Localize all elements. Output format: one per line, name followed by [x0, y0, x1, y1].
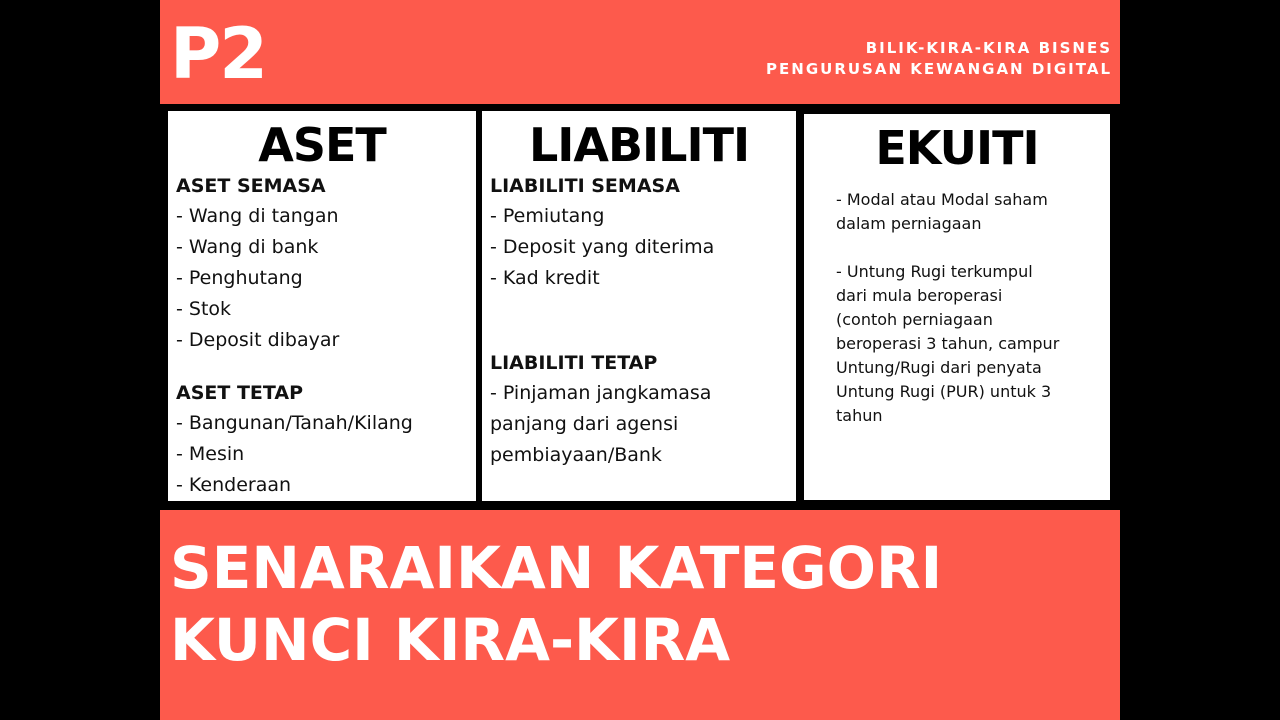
- list-item: - Bangunan/Tanah/Kilang: [176, 412, 413, 434]
- liabiliti-semasa-heading: LIABILITI SEMASA: [490, 175, 680, 197]
- liabiliti-title: LIABILITI: [528, 118, 750, 172]
- ekuiti-card: [804, 114, 1110, 500]
- ekuiti-paragraph-1: - Modal atau Modal saham dalam perniagaan: [836, 190, 1048, 233]
- headline: [170, 532, 942, 676]
- subtitle: [766, 38, 1112, 80]
- list-item: - Pinjaman jangkamasa: [490, 382, 712, 404]
- liabiliti-content: [482, 175, 796, 471]
- aset-tetap-heading: ASET TETAP: [176, 382, 303, 404]
- module-code: P2: [170, 13, 267, 95]
- list-item: - Pemiutang: [490, 205, 605, 227]
- list-item: - Deposit dibayar: [176, 329, 340, 351]
- spacer: [176, 356, 476, 378]
- list-item: - Wang di bank: [176, 236, 319, 258]
- list-item: - Penghutang: [176, 267, 303, 289]
- list-item: pembiayaan/Bank: [490, 444, 662, 466]
- aset-content: [168, 175, 476, 501]
- headline-line-2: KUNCI KIRA-KIRA: [170, 606, 731, 674]
- list-item: - Stok: [176, 298, 232, 320]
- liabiliti-card: [482, 111, 796, 501]
- subtitle-line-2: PENGURUSAN KEWANGAN DIGITAL: [766, 60, 1112, 78]
- list-item: panjang dari agensi: [490, 413, 679, 435]
- top-banner: [160, 0, 1120, 104]
- list-item: - Kenderaan: [176, 474, 292, 496]
- list-item: - Wang di tangan: [176, 205, 339, 227]
- ekuiti-content: [804, 188, 1110, 428]
- ekuiti-title: EKUITI: [875, 121, 1039, 175]
- aset-card: [168, 111, 476, 501]
- bottom-banner: [160, 510, 1120, 720]
- aset-semasa-heading: ASET SEMASA: [176, 175, 326, 197]
- subtitle-line-1: BILIK-KIRA-KIRA BISNES: [865, 39, 1112, 57]
- aset-title: ASET: [258, 118, 386, 172]
- list-item: - Deposit yang diterima: [490, 236, 715, 258]
- slide: [160, 0, 1120, 720]
- list-item: - Kad kredit: [490, 267, 600, 289]
- headline-line-1: SENARAIKAN KATEGORI: [170, 534, 943, 602]
- spacer: [490, 294, 796, 348]
- liabiliti-tetap-heading: LIABILITI TETAP: [490, 352, 658, 374]
- ekuiti-paragraph-2: - Untung Rugi terkumpul dari mula beroperasi (contoh perniagaan beroperasi 3 tahun, campur Untung/Rugi dari penyata Untung Rugi (PUR) untuk 3 tahun: [836, 262, 1060, 425]
- list-item: - Mesin: [176, 443, 245, 465]
